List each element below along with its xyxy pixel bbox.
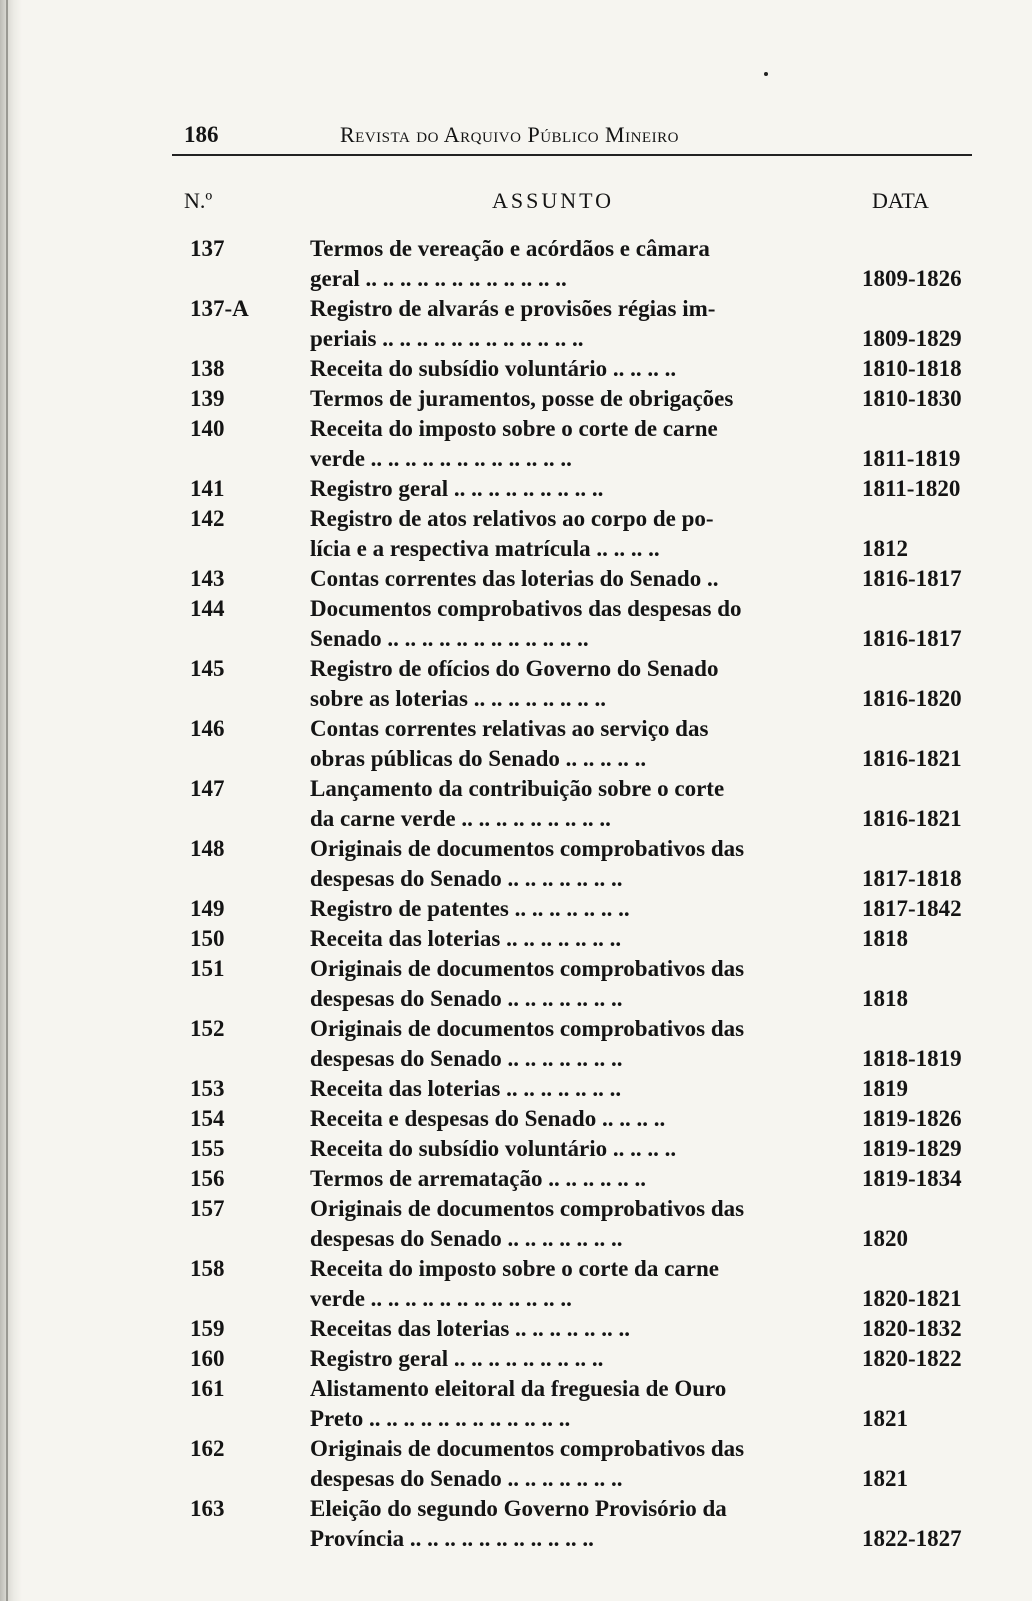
entry-number: 147 <box>190 776 225 801</box>
entry-subject-line: Termos de vereação e acórdãos e câmara <box>310 236 710 261</box>
entry-number: 137 <box>190 236 225 261</box>
entry-number: 140 <box>190 416 225 441</box>
list-item <box>172 294 972 354</box>
entry-subject-line: Eleição do segundo Governo Provisório da <box>310 1496 727 1521</box>
entry-subject-line: Originais de documentos comprobativos das <box>310 836 745 861</box>
entry-number: 142 <box>190 506 225 531</box>
entry-subject-line: despesas do Senado .. .. .. .. .. .. .. <box>310 1466 623 1491</box>
entry-number: 158 <box>190 1256 225 1281</box>
entry-date: 1811-1819 <box>862 446 961 471</box>
entry-number: 148 <box>190 836 225 861</box>
entry-number: 151 <box>190 956 225 981</box>
entry-subject <box>310 1494 830 1554</box>
list-item <box>172 1074 972 1104</box>
entry-number: 156 <box>190 1166 225 1191</box>
entry-subject <box>310 1254 830 1314</box>
list-item <box>172 354 972 384</box>
entry-subject <box>310 594 830 654</box>
entry-number: 163 <box>190 1496 225 1521</box>
entry-date: 1816-1817 <box>862 626 962 651</box>
entry-subject-line: Registro geral .. .. .. .. .. .. .. .. .. <box>310 476 604 501</box>
entry-number: 160 <box>190 1346 225 1371</box>
entry-number: 162 <box>190 1436 225 1461</box>
entry-subject <box>310 1164 830 1194</box>
column-headers <box>172 188 972 234</box>
list-item <box>172 1164 972 1194</box>
list-item <box>172 924 972 954</box>
entry-number: 153 <box>190 1076 225 1101</box>
list-item <box>172 1254 972 1314</box>
list-item <box>172 894 972 924</box>
entry-number: 149 <box>190 896 225 921</box>
entry-number: 143 <box>190 566 225 591</box>
column-header-number: N.º <box>184 188 213 213</box>
entry-subject <box>310 1314 830 1344</box>
entry-date: 1820-1821 <box>862 1286 962 1311</box>
entry-subject-line: sobre as loterias .. .. .. .. .. .. .. .. <box>310 686 607 711</box>
entry-subject-line: despesas do Senado .. .. .. .. .. .. .. <box>310 1046 623 1071</box>
entry-number: 138 <box>190 356 225 381</box>
list-item <box>172 1104 972 1134</box>
entry-number: 154 <box>190 1106 225 1131</box>
entry-subject-line: Originais de documentos comprobativos das <box>310 956 745 981</box>
entry-subject-line: geral .. .. .. .. .. .. .. .. .. .. .. .. <box>310 266 567 291</box>
entry-date: 1809-1829 <box>862 326 962 351</box>
list-item <box>172 564 972 594</box>
list-item <box>172 654 972 714</box>
entry-subject-line: Registro geral .. .. .. .. .. .. .. .. .. <box>310 1346 604 1371</box>
entry-date: 1818 <box>862 926 908 951</box>
entry-date: 1819-1829 <box>862 1136 962 1161</box>
entry-date: 1817-1842 <box>862 896 962 921</box>
entry-subject-line: Receita do imposto sobre o corte da carne <box>310 1256 720 1281</box>
entry-subject-line: Senado .. .. .. .. .. .. .. .. .. .. .. .. <box>310 626 589 651</box>
entry-subject-line: Contas correntes das loterias do Senado .. <box>310 566 719 591</box>
list-item <box>172 1374 972 1434</box>
entry-subject <box>310 1104 830 1134</box>
entry-date: 1810-1830 <box>862 386 962 411</box>
entry-date: 1818-1819 <box>862 1046 962 1071</box>
binding-line <box>6 0 8 1601</box>
entry-subject-line: Originais de documentos comprobativos das <box>310 1436 745 1461</box>
entry-date: 1816-1817 <box>862 566 962 591</box>
entry-subject-line: Receita do subsídio voluntário .. .. .. .. <box>310 1136 677 1161</box>
entry-subject <box>310 924 830 954</box>
entry-date: 1819-1826 <box>862 1106 962 1131</box>
paper-speck <box>764 72 768 76</box>
entry-subject-line: Província .. .. .. .. .. .. .. .. .. .. .. <box>310 1526 594 1551</box>
entry-date: 1819-1834 <box>862 1166 962 1191</box>
page-number: 186 <box>184 122 219 147</box>
entry-date: 1811-1820 <box>862 476 961 501</box>
entry-number: 150 <box>190 926 225 951</box>
entry-subject <box>310 1194 830 1254</box>
entry-date: 1810-1818 <box>862 356 962 381</box>
list-item <box>172 504 972 564</box>
entry-date: 1817-1818 <box>862 866 962 891</box>
entry-subject-line: Receitas das loterias .. .. .. .. .. .. .. <box>310 1316 631 1341</box>
entry-date: 1822-1827 <box>862 1526 962 1551</box>
entry-number: 145 <box>190 656 225 681</box>
entry-subject-line: Receita do imposto sobre o corte de carne <box>310 416 718 441</box>
entry-subject <box>310 1134 830 1164</box>
entry-subject-line: Lançamento da contribuição sobre o corte <box>310 776 725 801</box>
entry-subject <box>310 354 830 384</box>
entry-subject-line: periais .. .. .. .. .. .. .. .. .. .. .. .. <box>310 326 584 351</box>
entry-subject-line: Termos de arrematação .. .. .. .. .. .. <box>310 1166 646 1191</box>
list-item <box>172 1494 972 1554</box>
entry-subject-line: Preto .. .. .. .. .. .. .. .. .. .. .. .. <box>310 1406 571 1431</box>
list-item <box>172 774 972 834</box>
list-item <box>172 1344 972 1374</box>
entry-subject-line: despesas do Senado .. .. .. .. .. .. .. <box>310 986 623 1011</box>
entry-number: 144 <box>190 596 225 621</box>
entry-subject-line: despesas do Senado .. .. .. .. .. .. .. <box>310 1226 623 1251</box>
list-item <box>172 1194 972 1254</box>
entry-subject-line: Registro de alvarás e provisões régias im- <box>310 296 716 321</box>
entry-subject-line: Receita das loterias .. .. .. .. .. .. .. <box>310 1076 622 1101</box>
column-header-date: DATA <box>872 188 929 213</box>
entry-subject <box>310 714 830 774</box>
entry-subject <box>310 384 830 414</box>
list-item <box>172 1134 972 1164</box>
entry-date: 1820 <box>862 1226 908 1251</box>
entry-number: 157 <box>190 1196 225 1221</box>
entry-subject <box>310 1014 830 1074</box>
entry-subject-line: Alistamento eleitoral da freguesia de Ouro <box>310 1376 727 1401</box>
document-page <box>172 118 972 1554</box>
running-header <box>172 118 972 156</box>
list-item <box>172 1314 972 1344</box>
entry-number: 152 <box>190 1016 225 1041</box>
entry-number: 137-A <box>190 296 249 321</box>
entry-subject-line: obras públicas do Senado .. .. .. .. .. <box>310 746 647 771</box>
entry-number: 139 <box>190 386 225 411</box>
list-item <box>172 1434 972 1494</box>
list-item <box>172 474 972 504</box>
entry-date: 1820-1832 <box>862 1316 962 1341</box>
entry-subject-line: Registro de atos relativos ao corpo de po- <box>310 506 714 531</box>
entry-number: 146 <box>190 716 225 741</box>
list-item <box>172 384 972 414</box>
entry-subject <box>310 774 830 834</box>
list-item <box>172 954 972 1014</box>
entry-subject <box>310 234 830 294</box>
entry-subject <box>310 654 830 714</box>
entry-subject-line: Originais de documentos comprobativos das <box>310 1196 745 1221</box>
list-item <box>172 594 972 654</box>
entry-subject <box>310 504 830 564</box>
entry-number: 161 <box>190 1376 225 1401</box>
entry-subject <box>310 564 830 594</box>
entry-date: 1816-1821 <box>862 746 962 771</box>
list-item <box>172 834 972 894</box>
entry-number: 159 <box>190 1316 225 1341</box>
entry-subject <box>310 474 830 504</box>
entry-date: 1818 <box>862 986 908 1011</box>
entry-subject <box>310 894 830 924</box>
entry-subject <box>310 294 830 354</box>
entry-date: 1816-1821 <box>862 806 962 831</box>
entry-subject-line: verde .. .. .. .. .. .. .. .. .. .. .. .. <box>310 446 572 471</box>
entry-date: 1821 <box>862 1466 908 1491</box>
entry-date: 1809-1826 <box>862 266 962 291</box>
entry-subject-line: lícia e a respectiva matrícula .. .. .. .. <box>310 536 660 561</box>
column-header-subject: ASSUNTO <box>492 188 615 213</box>
entry-subject <box>310 1344 830 1374</box>
entry-date: 1816-1820 <box>862 686 962 711</box>
entry-subject-line: da carne verde .. .. .. .. .. .. .. .. .. <box>310 806 611 831</box>
list-item <box>172 414 972 474</box>
entry-subject-line: Registro de patentes .. .. .. .. .. .. .. <box>310 896 630 921</box>
journal-title: Revista do Arquivo Público Mineiro <box>340 122 679 147</box>
entry-subject-line: verde .. .. .. .. .. .. .. .. .. .. .. .. <box>310 1286 572 1311</box>
entry-subject <box>310 954 830 1014</box>
entry-date: 1819 <box>862 1076 908 1101</box>
entry-date: 1820-1822 <box>862 1346 962 1371</box>
entry-subject-line: Termos de juramentos, posse de obrigações <box>310 386 734 411</box>
entry-subject <box>310 1434 830 1494</box>
entry-number: 155 <box>190 1136 225 1161</box>
entry-subject <box>310 834 830 894</box>
list-item <box>172 234 972 294</box>
entry-subject-line: Originais de documentos comprobativos das <box>310 1016 745 1041</box>
list-item <box>172 714 972 774</box>
entry-subject-line: Receita das loterias .. .. .. .. .. .. .. <box>310 926 622 951</box>
entry-subject-line: Registro de ofícios do Governo do Senado <box>310 656 719 681</box>
entry-number: 141 <box>190 476 225 501</box>
entry-subject-line: despesas do Senado .. .. .. .. .. .. .. <box>310 866 623 891</box>
entry-subject-line: Contas correntes relativas ao serviço das <box>310 716 709 741</box>
entry-subject <box>310 414 830 474</box>
entry-date: 1812 <box>862 536 908 561</box>
entry-date: 1821 <box>862 1406 908 1431</box>
entry-subject-line: Receita e despesas do Senado .. .. .. .. <box>310 1106 666 1131</box>
page-binding-edge <box>0 0 22 1601</box>
entry-subject-line: Receita do subsídio voluntário .. .. .. .. <box>310 356 677 381</box>
entry-subject <box>310 1374 830 1434</box>
entry-subject-line: Documentos comprobativos das despesas do <box>310 596 742 621</box>
list-item <box>172 1014 972 1074</box>
entry-list <box>172 234 972 1554</box>
entry-subject <box>310 1074 830 1104</box>
